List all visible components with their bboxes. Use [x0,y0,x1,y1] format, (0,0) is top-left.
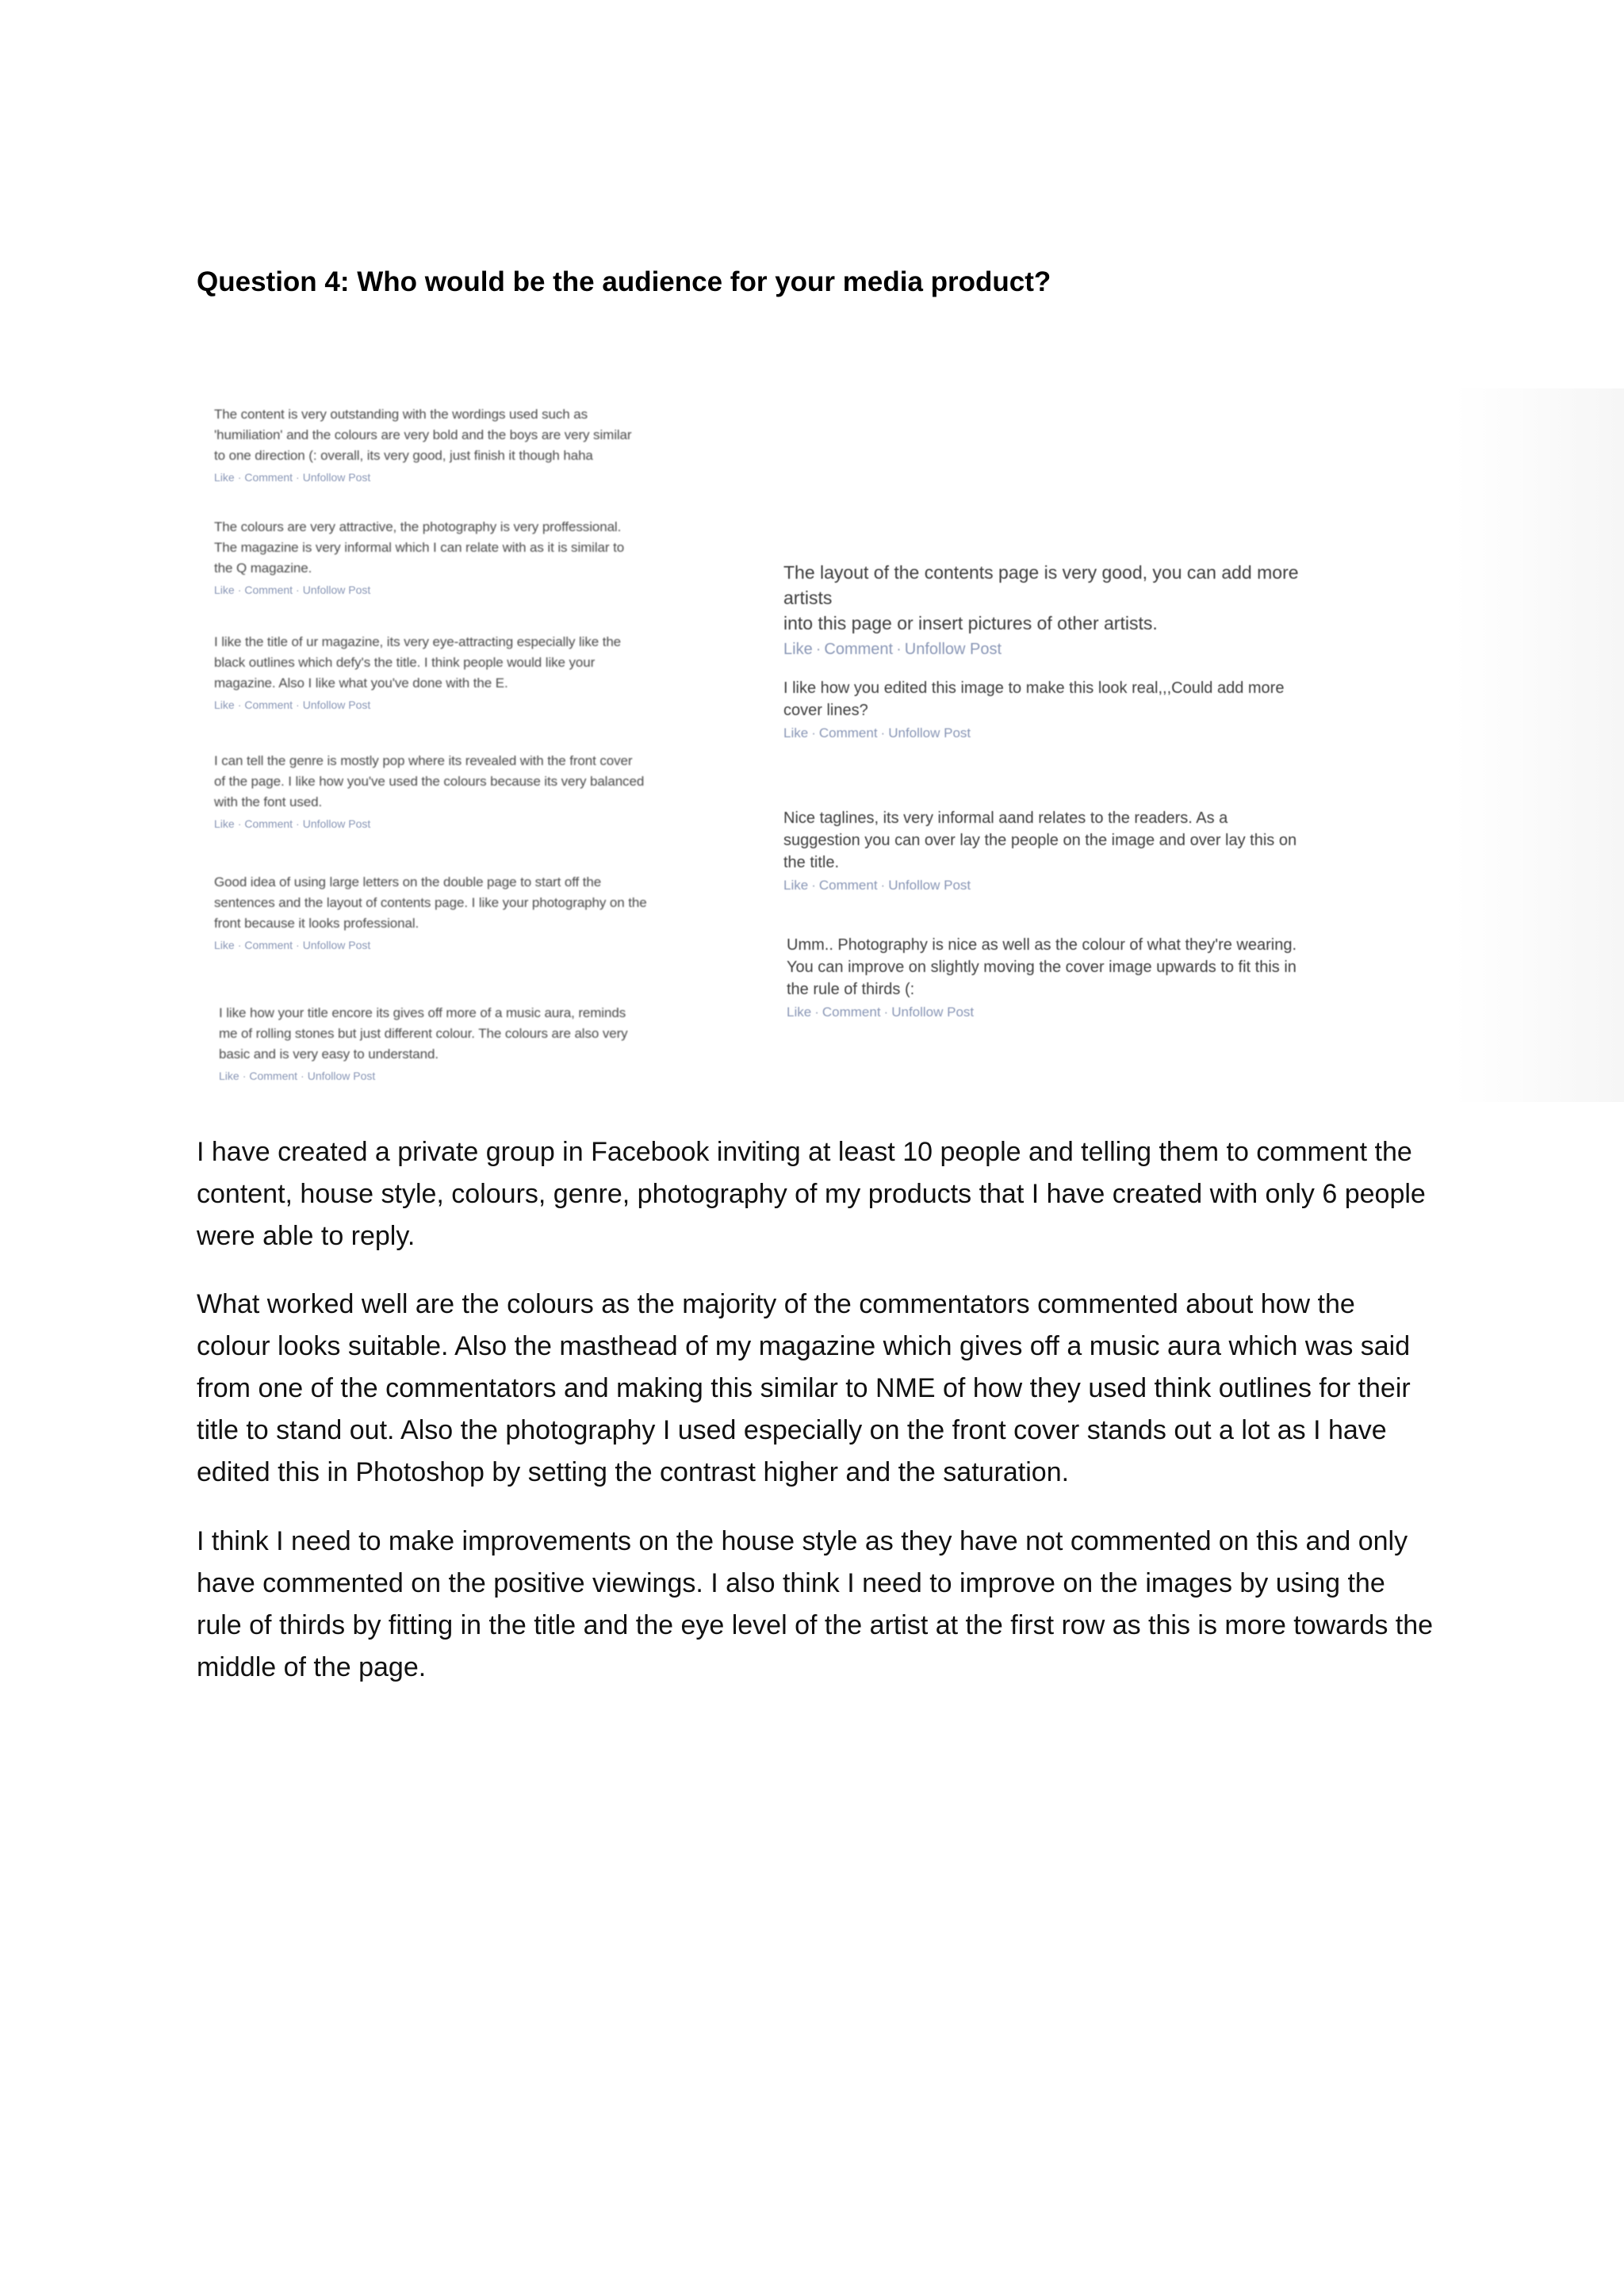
fb-comment [787,934,1297,1021]
comment-link[interactable]: Comment [244,584,293,596]
facebook-feedback-screenshot [205,388,1624,1102]
fb-comment-actions [214,816,644,832]
fb-comment-line: sentences and the layout of contents page. I like your photography on the [214,895,647,910]
unfollow-post-link[interactable]: Unfollow Post [302,939,371,951]
fb-comment [783,807,1297,894]
fb-comment-line: The layout of the contents page is very good, you can add more artists [783,562,1299,608]
fb-comment-line: 'humiliation' and the colours are very bold and the boys are very similar [214,427,632,442]
action-separator: · [883,1004,889,1020]
fb-comment-line: cover lines? [783,702,868,719]
comment-link[interactable]: Comment [818,725,878,740]
fb-comment-line: front because it looks professional. [214,916,419,931]
paragraph-what-worked-well: What worked well are the colours as the majority of the commentators commented about how the colour looks suitable. Also the masthead of my magazine which gives off a music aura which was said from one of the commentators and making this similar to NME of how they used think outlines for their title to stand out. Also the photography I used especially on the front cover stands out a lot as I have edited this in Photoshop by setting the contrast higher and the saturation. [197,1289,1411,1487]
unfollow-post-link[interactable]: Unfollow Post [891,1004,975,1020]
fb-comment-line: suggestion you can over lay the people on the image and over lay this on [783,832,1297,849]
action-separator: · [237,584,242,596]
like-link[interactable]: Like [219,1070,239,1082]
fb-comment-line: Nice taglines, its very informal aand relates to the readers. As a [783,809,1228,827]
action-separator: · [880,878,886,893]
fb-comment-line: I like how your title encore its gives off more of a music aura, reminds [219,1005,626,1020]
action-separator: · [896,641,902,658]
fb-comment-line: I like the title of ur magazine, its very eye-attracting especially like the [214,634,622,649]
fb-comment-line: the title. [783,854,840,871]
fb-comment-line: The colours are very attractive, the photography is very proffessional. [214,519,622,534]
fb-comment-line: to one direction (: overall, its very good, just finish it though haha [214,448,593,463]
action-separator: · [242,1070,247,1082]
fb-comment-line: black outlines which defy's the title. I think people would like your [214,655,596,670]
unfollow-post-link[interactable]: Unfollow Post [888,878,971,893]
unfollow-post-link[interactable]: Unfollow Post [888,725,971,740]
fb-comment-actions [214,937,647,953]
unfollow-post-link[interactable]: Unfollow Post [307,1070,376,1082]
paragraph-method: I have created a private group in Facebook inviting at least 10 people and telling them to comment the content, house style, colours, genre, photography of my products that I have created with only 6 people were able to reply. [197,1137,1426,1251]
action-separator: · [814,1004,819,1020]
like-link[interactable]: Like [783,878,809,893]
fb-comment [219,1003,628,1084]
action-separator: · [296,817,300,830]
comment-link[interactable]: Comment [822,1004,881,1020]
fb-comment-actions [214,469,631,485]
fb-comment-line: The magazine is very informal which I can relate with as it is similar to [214,540,625,555]
like-link[interactable]: Like [214,584,235,596]
action-separator: · [811,878,816,893]
fb-comment [214,632,621,713]
action-separator: · [237,698,242,711]
like-link[interactable]: Like [214,817,235,830]
comment-link[interactable]: Comment [244,939,293,951]
action-separator: · [301,1070,304,1082]
fb-comment [783,677,1284,742]
action-separator: · [815,641,822,658]
fb-comment-line: Umm.. Photography is nice as well as the colour of what they're wearing. [787,936,1297,954]
like-link[interactable]: Like [214,471,235,484]
fb-comment-line: basic and is very easy to understand. [219,1047,439,1062]
fb-comment [214,404,631,485]
fb-comment-line: the rule of thirds (: [787,981,915,998]
action-separator: · [296,471,300,484]
like-link[interactable]: Like [214,939,235,951]
comment-link[interactable]: Comment [244,471,293,484]
fb-comment-line: me of rolling stones but just different colour. The colours are also very [219,1026,628,1041]
comment-link[interactable]: Comment [244,817,293,830]
fb-comment-actions [783,725,1284,742]
fb-comment-line: magazine. Also I like what you've done with the E. [214,675,508,691]
like-link[interactable]: Like [783,641,813,658]
unfollow-post-link[interactable]: Unfollow Post [302,817,371,830]
unfollow-post-link[interactable]: Unfollow Post [302,584,371,596]
action-separator: · [237,471,242,484]
comment-link[interactable]: Comment [818,878,878,893]
fb-comment-line: of the page. I like how you've used the colours because its very balanced [214,774,645,789]
like-link[interactable]: Like [783,725,809,740]
fb-comment-actions [219,1068,628,1084]
fb-comment [214,751,644,832]
comment-link[interactable]: Comment [824,641,894,658]
action-separator: · [237,817,242,830]
fb-comment-actions [783,877,1297,894]
action-separator: · [296,584,300,596]
unfollow-post-link[interactable]: Unfollow Post [904,641,1002,658]
question-heading: Question 4: Who would be the audience for your media product? [197,266,1051,297]
fb-comment-line: I like how you edited this image to make this look real,,,Could add more [783,679,1285,697]
unfollow-post-link[interactable]: Unfollow Post [302,471,371,484]
like-link[interactable]: Like [787,1004,812,1020]
action-separator: · [811,725,816,740]
unfollow-post-link[interactable]: Unfollow Post [302,698,371,711]
fb-comment-actions [214,582,624,598]
action-separator: · [880,725,886,740]
action-separator: · [296,939,300,951]
fb-comment-line: I can tell the genre is mostly pop where its revealed with the front cover [214,753,633,768]
comment-link[interactable]: Comment [244,698,293,711]
like-link[interactable]: Like [214,698,235,711]
fb-comment-line: Good idea of using large letters on the double page to start off the [214,874,602,890]
fb-comment-line: into this page or insert pictures of other artists. [783,613,1158,633]
fb-comment [783,560,1339,660]
fb-comment-actions [214,697,621,713]
paragraph-improvements: I think I need to make improvements on the house style as they have not commented on this and only have commented on the positive viewings. I also think I need to improve on the images by using the rule of thirds by fitting in the title and the eye level of the artist at the first row as this is more towards the middle of the page. [197,1526,1434,1682]
fb-comment-actions [783,639,1339,660]
fb-comment [214,872,647,953]
fb-comment-line: You can improve on slightly moving the cover image upwards to fit this in [787,959,1297,976]
fb-comment-actions [787,1004,1297,1021]
comment-link[interactable]: Comment [249,1070,298,1082]
action-separator: · [296,698,300,711]
action-separator: · [237,939,242,951]
fb-comment-line: the Q magazine. [214,561,312,576]
fb-comment-line: The content is very outstanding with the wordings used such as [214,407,588,422]
fb-comment [214,517,624,598]
fb-comment-line: with the font used. [214,794,323,809]
